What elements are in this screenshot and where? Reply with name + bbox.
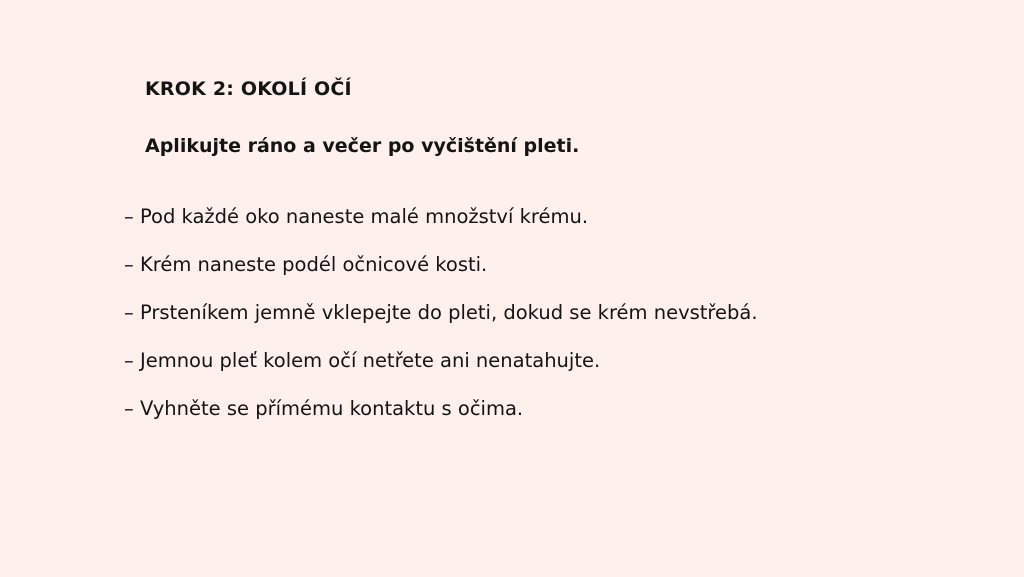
- step-item: – Pod každé oko naneste malé množství krému.: [124, 205, 589, 228]
- step-item: – Prsteníkem jemně vklepejte do pleti, dokud se krém nevstřebá.: [124, 301, 758, 324]
- step-item: – Jemnou pleť kolem očí netřete ani nenatahujte.: [124, 349, 601, 372]
- steps-list: [124, 205, 758, 445]
- slide-subtitle: Aplikujte ráno a večer po vyčištění pleti.: [145, 135, 580, 157]
- slide-title: KROK 2: OKOLÍ OČÍ: [145, 78, 352, 100]
- step-item: – Krém naneste podél očnicové kosti.: [124, 253, 488, 276]
- step-item: – Vyhněte se přímému kontaktu s očima.: [124, 397, 524, 420]
